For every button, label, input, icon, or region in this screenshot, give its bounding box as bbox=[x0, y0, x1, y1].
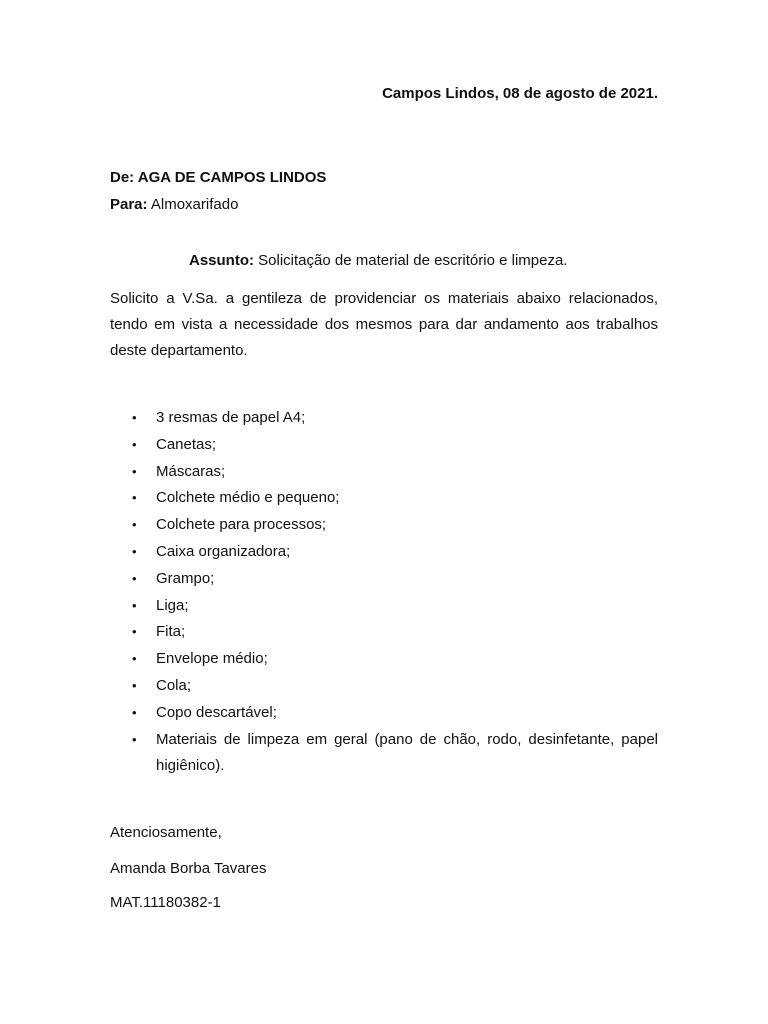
bullet-icon: • bbox=[132, 410, 137, 425]
bullet-icon: • bbox=[132, 597, 137, 613]
signer-name: Amanda Borba Tavares bbox=[110, 860, 267, 877]
list-item bbox=[110, 673, 658, 700]
subject-label: Assunto: bbox=[189, 252, 254, 269]
list-item bbox=[110, 646, 658, 673]
list-item-text: Caixa organizadora; bbox=[156, 542, 291, 560]
list-item bbox=[110, 459, 658, 486]
bullet-icon: • bbox=[132, 624, 137, 640]
list-item-text: Liga; bbox=[156, 596, 189, 614]
subject-text: Solicitação de material de escritório e limpeza. bbox=[254, 252, 568, 269]
bullet-icon: • bbox=[132, 517, 137, 533]
list-item bbox=[110, 566, 658, 593]
subject-line bbox=[189, 252, 567, 269]
registration-number: MAT.11180382-1 bbox=[110, 894, 221, 911]
bullet-icon: • bbox=[132, 677, 137, 693]
list-item-text: Colchete para processos; bbox=[156, 516, 327, 534]
bullet-icon: • bbox=[132, 543, 137, 559]
list-item-text: Envelope médio; bbox=[156, 650, 268, 668]
list-item-text: Fita; bbox=[156, 623, 186, 641]
list-item bbox=[110, 512, 658, 539]
bullet-icon: • bbox=[132, 704, 137, 720]
body-paragraph: Solicito a V.Sa. a gentileza de providenciar os materiais abaixo relacionados, tendo em vista a necessidade dos mesmos para dar andamento aos trabalhos deste departamento. bbox=[110, 290, 658, 359]
materials-list bbox=[110, 405, 658, 780]
to-label: Para: bbox=[110, 196, 148, 213]
bullet-icon: • bbox=[132, 570, 137, 586]
date-line: Campos Lindos, 08 de agosto de 2021. bbox=[382, 85, 658, 102]
bullet-icon: • bbox=[132, 651, 137, 667]
bullet-icon: • bbox=[132, 731, 137, 747]
list-item-text: Canetas; bbox=[156, 435, 217, 453]
bullet-icon: • bbox=[132, 463, 137, 479]
to-line bbox=[110, 196, 238, 213]
list-item-text: Colchete médio e pequeno; bbox=[156, 489, 340, 507]
list-item bbox=[110, 700, 658, 727]
list-item-text: Copo descartável; bbox=[156, 703, 277, 721]
to-value: Almoxarifado bbox=[147, 196, 239, 213]
list-item bbox=[110, 405, 658, 432]
list-item bbox=[110, 539, 658, 566]
bullet-icon: • bbox=[132, 490, 137, 506]
list-item-text: Grampo; bbox=[156, 569, 215, 587]
closing-line: Atenciosamente, bbox=[110, 824, 222, 841]
from-line: De: AGA DE CAMPOS LINDOS bbox=[110, 169, 327, 186]
list-item bbox=[110, 593, 658, 620]
list-item bbox=[110, 432, 658, 459]
list-item bbox=[110, 727, 658, 781]
list-item-text: Cola; bbox=[156, 676, 192, 694]
bullet-icon: • bbox=[132, 436, 137, 452]
list-item-text: Materiais de limpeza em geral (pano de chão, rodo, desinfetante, papel higiênico). bbox=[156, 730, 658, 775]
list-item bbox=[110, 619, 658, 646]
list-item-text: 3 resmas de papel A4; bbox=[156, 409, 306, 426]
list-item bbox=[110, 485, 658, 512]
list-item-text: Máscaras; bbox=[156, 462, 226, 480]
